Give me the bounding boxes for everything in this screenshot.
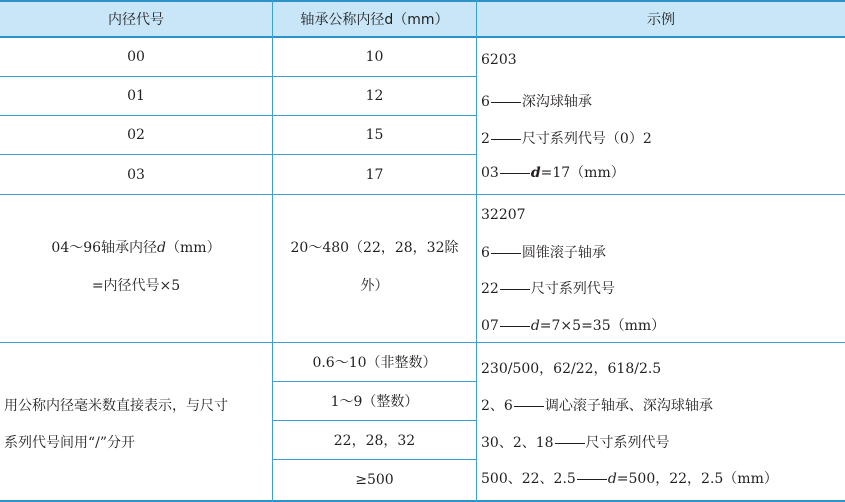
example-cell-2 <box>481 195 841 342</box>
column-divider <box>476 0 477 502</box>
table-cell-diameter-range <box>273 195 476 342</box>
table-cell-diameter: 22，28，32 <box>333 433 416 449</box>
code-formula-line: 04～96轴承内径d（mm） <box>51 240 221 256</box>
table-cell-diameter: 1～9（整数） <box>330 394 419 410</box>
top-border <box>0 0 845 2</box>
table-cell-code: 03 <box>127 166 145 183</box>
table-cell-diameter: 17 <box>365 166 384 183</box>
table-cell-code: 00 <box>127 48 145 65</box>
example-line: 07 d=7×5=35（mm） <box>481 318 666 334</box>
code-formula-line: =内径代号×5 <box>91 278 181 294</box>
diameter-range-line: 20～480（22，28，32除 <box>290 240 459 256</box>
header-example: 示例 <box>647 11 675 28</box>
table-cell-direct-notation <box>0 343 272 500</box>
example-line: 2、6 调心滚子轴承、深沟球轴承 <box>481 398 713 414</box>
header-nominal-diameter: 轴承公称内径d（mm） <box>300 11 449 28</box>
example-line: 22 尺寸系列代号 <box>481 281 615 297</box>
table-cell-diameter: 15 <box>365 127 384 143</box>
example-cell-3 <box>481 343 841 500</box>
direct-notation-line: 系列代号间用“/”分开 <box>4 435 136 451</box>
example-line: 30、2、18 尺寸系列代号 <box>481 435 670 451</box>
example-line: 2 尺寸系列代号（0）2 <box>481 131 652 147</box>
header-bore-code: 内径代号 <box>108 11 164 28</box>
example-line: 6203 <box>481 52 517 68</box>
table-cell-code: 02 <box>127 127 145 143</box>
table-cell-diameter: ≥500 <box>355 472 394 488</box>
example-line: 6 圆锥滚子轴承 <box>481 245 606 261</box>
table-cell-diameter: 0.6～10（非整数） <box>312 355 437 371</box>
example-line: 32207 <box>481 207 526 223</box>
diameter-range-line: 外） <box>360 278 389 294</box>
example-line: 03 d=17（mm） <box>481 165 625 181</box>
example-cell-1 <box>481 37 841 194</box>
example-line: 230/500，62/22，618/2.5 <box>481 361 662 377</box>
table-cell-code: 01 <box>127 88 145 104</box>
direct-notation-line: 用公称内径毫米数直接表示，与尺寸 <box>4 398 228 414</box>
table-cell-code-formula <box>0 195 272 342</box>
table-cell-diameter: 12 <box>365 88 384 104</box>
table-cell-diameter: 10 <box>365 48 384 65</box>
example-line: 6 深沟球轴承 <box>481 94 592 110</box>
example-line: 500、22、2.5 d=500，22，2.5（mm） <box>481 471 778 487</box>
